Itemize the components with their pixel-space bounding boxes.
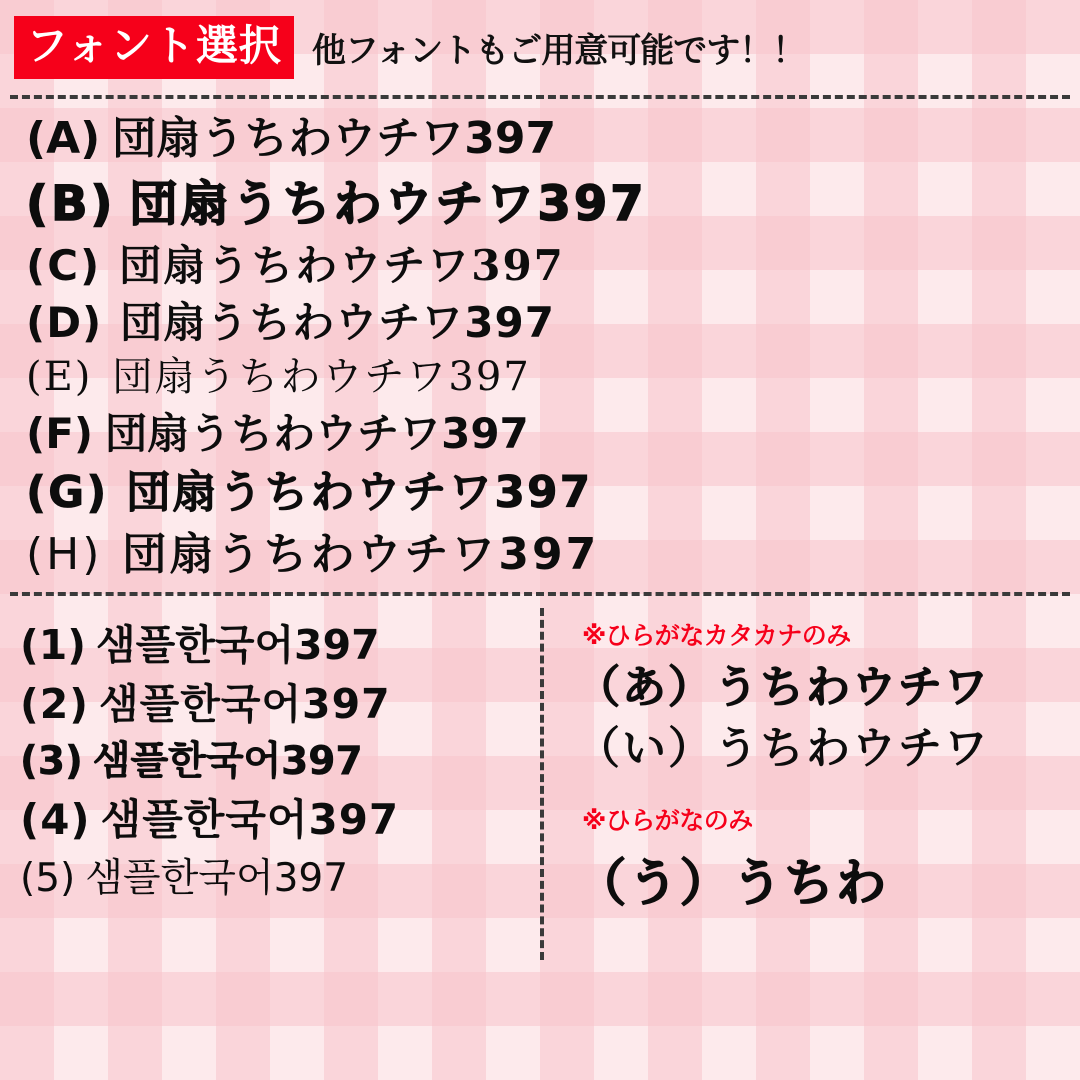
font-sample-c: 団扇うちわウチワ397 — [119, 240, 565, 290]
list-item — [0, 109, 1080, 170]
font-sample-f: 団扇うちわウチワ397 — [105, 408, 529, 458]
font-sample-g: 団扇うちわウチワ397 — [126, 466, 593, 518]
korean-label-1: (1) — [20, 621, 87, 670]
font-label-c: (C) — [26, 240, 102, 290]
korean-sample-4: 샘플한국어397 — [100, 795, 400, 845]
list-item — [0, 405, 1080, 462]
list-item — [0, 351, 1080, 405]
font-sample-b: 団扇うちわウチワ397 — [129, 175, 647, 232]
kana-label-a: （あ） — [576, 662, 714, 714]
font-label-g: (G) — [26, 466, 109, 518]
korean-label-2: (2) — [20, 680, 90, 729]
list-item — [20, 734, 540, 790]
page-header — [0, 0, 1080, 89]
font-label-a: (A) — [26, 113, 101, 164]
korean-sample-2: 샘플한국어397 — [99, 680, 391, 729]
list-item — [576, 843, 1080, 915]
list-item — [576, 658, 1080, 719]
font-sample-e: 団扇うちわウチワ397 — [112, 354, 531, 401]
korean-label-3: (3) — [20, 739, 83, 785]
kana-only-note: ※ひらがなカタカナのみ — [582, 621, 851, 651]
header-note: 他フォントもご用意可能です！！ — [311, 31, 806, 71]
list-item — [0, 238, 1080, 294]
japanese-font-list — [0, 99, 1080, 586]
kana-sample-a: うちわウチワ — [714, 662, 990, 714]
hiragana-only-note: ※ひらがなのみ — [582, 806, 753, 836]
korean-label-5: (5) — [20, 855, 76, 901]
page-title: フォント選択 — [14, 16, 294, 79]
font-label-d: (D) — [26, 298, 103, 348]
korean-font-list — [0, 604, 540, 960]
section-divider — [10, 592, 1070, 596]
list-item — [20, 851, 540, 907]
font-label-b: (B) — [26, 175, 116, 232]
kana-font-list — [544, 604, 1080, 960]
list-item — [20, 675, 540, 734]
font-sample-a: 団扇うちわウチワ397 — [112, 113, 557, 164]
font-label-f: (F) — [26, 408, 94, 458]
korean-sample-3: 샘플한국어397 — [92, 739, 363, 785]
kana-label-i: （い） — [576, 722, 714, 774]
font-sample-h: 団扇うちわウチワ397 — [122, 528, 600, 580]
list-item — [0, 170, 1080, 238]
kana-sample-i: うちわウチワ — [714, 722, 990, 774]
font-sample-d: 団扇うちわウチワ397 — [120, 298, 555, 348]
list-item — [0, 524, 1080, 586]
korean-label-4: (4) — [20, 795, 91, 845]
list-item — [576, 719, 1080, 780]
bottom-section — [0, 604, 1080, 960]
list-item — [0, 462, 1080, 524]
font-label-e: (E) — [26, 354, 93, 401]
list-item — [0, 294, 1080, 351]
korean-sample-1: 샘플한국어397 — [96, 621, 380, 670]
hiragana-label-u: （う） — [576, 854, 732, 913]
korean-sample-5: 샘플한국어397 — [85, 855, 349, 901]
list-item — [20, 616, 540, 675]
list-item — [20, 790, 540, 850]
font-label-h: (H) — [26, 528, 103, 580]
hiragana-sample-u: うちわ — [732, 854, 888, 913]
